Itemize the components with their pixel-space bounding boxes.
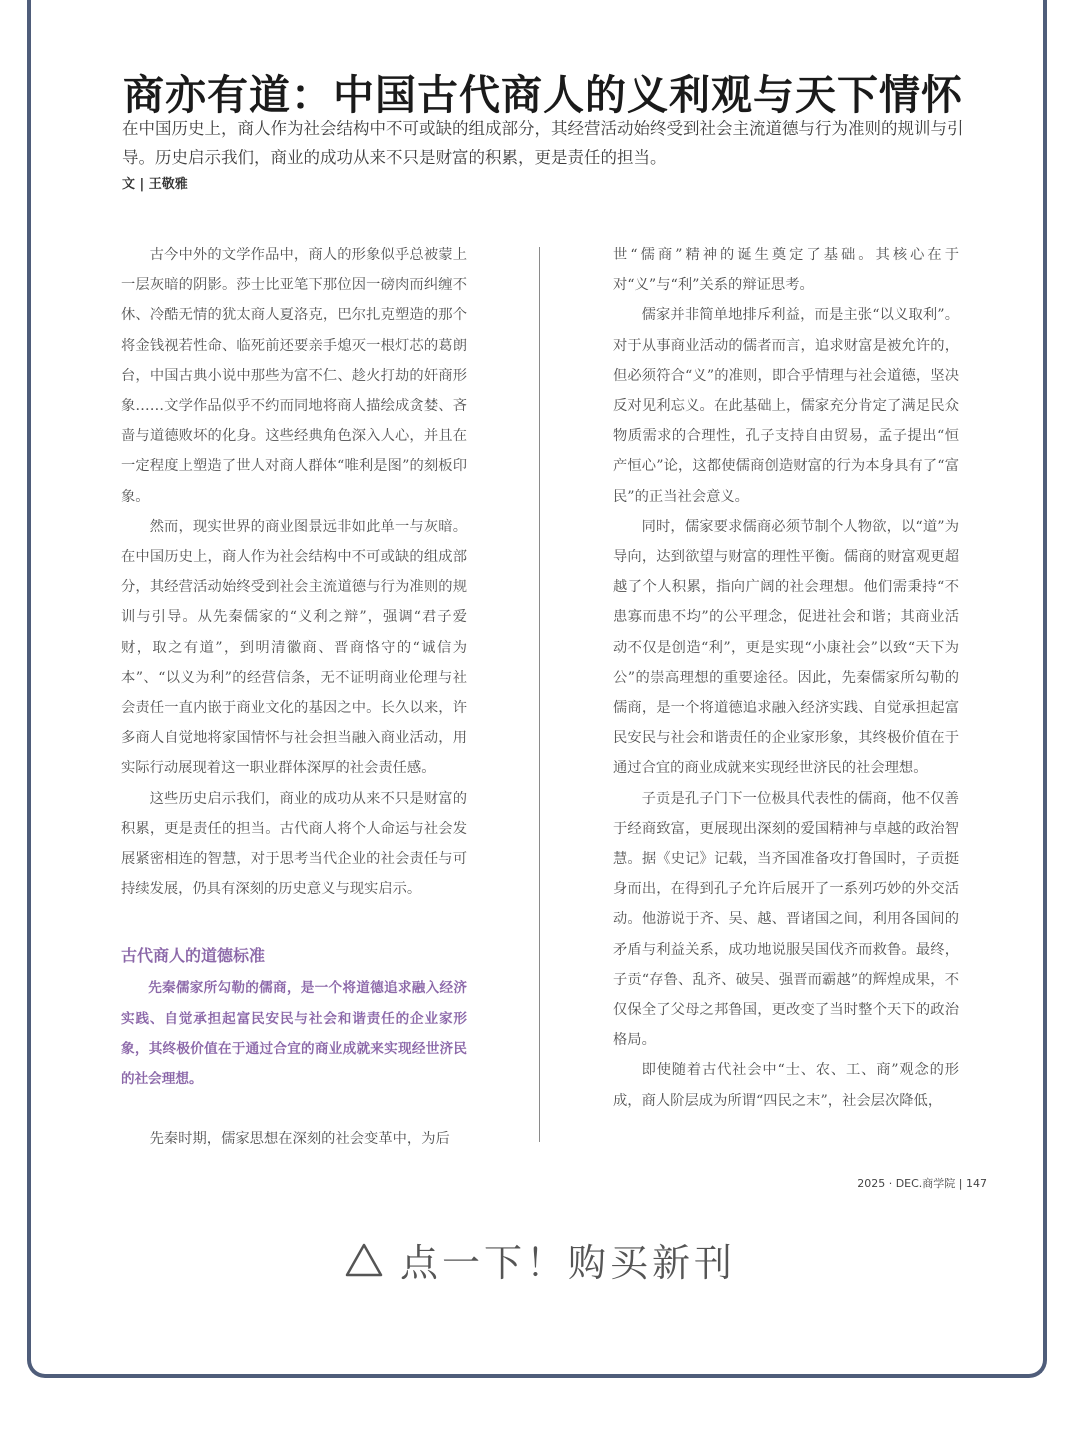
page-folio: 2025 · DEC.商学院 | 147 bbox=[857, 1177, 987, 1190]
body-paragraph: 然而，现实世界的商业图景远非如此单一与灰暗。在中国历史上，商人作为社会结构中不可或缺的组成部分，其经营活动始终受到社会主流道德与行为准则的规训与引导。从先秦儒家的“义利之辩”，强调“君子爱财，取之有道”，到明清徽商、晋商恪守的“诚信为本”、“以义为利”的经营信条，无不证明商业伦理与社会责任一直内嵌于商业文化的基因之中。长久以来，许多商人自觉地将家国情怀与社会担当融入商业活动，用实际行动展现着这一职业群体深厚的社会责任感。 bbox=[121, 518, 467, 777]
body-paragraph: 这些历史启示我们，商业的成功从来不只是财富的积累，更是责任的担当。古代商人将个人命运与社会发展紧密相连的智慧，对于思考当代企业的社会责任与可持续发展，仍具有深刻的历史意义与现实启示。 bbox=[121, 790, 467, 898]
buy-new-issue-label: 点一下！购买新刊 bbox=[399, 1241, 736, 1285]
pull-quote: 先秦儒家所勾勒的儒商，是一个将道德追求融入经济实践、自觉承担起富民安民与社会和谐责任的企业家形象，其终极价值在于通过合宜的商业成就来实现经世济民的社会理想。 bbox=[121, 980, 467, 1088]
left-column bbox=[121, 240, 467, 1154]
article-lede: 在中国历史上，商人作为社会结构中不可或缺的组成部分，其经营活动始终受到社会主流道德与行为准则的规训与引导。历史启示我们，商业的成功从来不只是财富的积累，更是责任的担当。 bbox=[122, 119, 964, 167]
article-byline: 文 | 王敬雅 bbox=[122, 177, 188, 192]
section-heading: 古代商人的道德标准 bbox=[121, 946, 266, 966]
body-paragraph: 先秦时期，儒家思想在深刻的社会变革中，为后 bbox=[149, 1131, 450, 1148]
body-paragraph: 古今中外的文学作品中，商人的形象似乎总被蒙上一层灰暗的阴影。莎士比亚笔下那位因一磅肉而纠缠不休、冷酷无情的犹太商人夏洛克，巴尔扎克塑造的那个将金钱视若性命、临死前还要亲手熄灭一根灯芯的葛朗台，中国古典小说中那些为富不仁、趁火打劫的奸商形象……文学作品似乎不约而同地将商人描绘成贪婪、吝啬与道德败坏的化身。这些经典角色深入人心，并且在一定程度上塑造了世人对商人群体“唯利是图”的刻板印象。 bbox=[121, 247, 467, 505]
body-paragraph: 子贡是孔子门下一位极具代表性的儒商，他不仅善于经商致富，更展现出深刻的爱国精神与卓越的政治智慧。据《史记》记载，当齐国准备攻打鲁国时，子贡挺身而出，在得到孔子允许后展开了一系列巧妙的外交活动。他游说于齐、吴、越、晋诸国之间，利用各国间的矛盾与利益关系，成功地说服吴国伐齐而救鲁。最终，子贡“存鲁、乱齐、破吴、强晋而霸越”的辉煌成果，不仅保全了父母之邦鲁国，更改变了当时整个天下的政治格局。 bbox=[613, 790, 959, 1049]
body-paragraph: 同时，儒家要求儒商必须节制个人物欲，以“道”为导向，达到欲望与财富的理性平衡。儒商的财富观更超越了个人积累，指向广阔的社会理想。他们需秉持“不患寡而患不均”的公平理念，促进社会和谐；其商业活动不仅是创造“利”，更是实现“小康社会”以致“天下为公”的崇高理想的重要途径。因此，先秦儒家所勾勒的儒商，是一个将道德追求融入经济实践、自觉承担起富民安民与社会和谐责任的企业家形象，其终极价值在于通过合宜的商业成就来实现经世济民的社会理想。 bbox=[613, 518, 959, 777]
body-paragraph: 儒家并非简单地排斥利益，而是主张“以义取利”。对于从事商业活动的儒者而言，追求财富是被允许的，但必须符合“义”的准则，即合乎情理与社会道德，坚决反对见利忘义。在此基础上，儒家充分肯定了满足民众物质需求的合理性，孔子支持自由贸易，孟子提出“恒产恒心”论，这都使儒商创造财富的行为本身具有了“富民”的正当社会意义。 bbox=[613, 307, 959, 505]
triangle-outline-icon bbox=[344, 1242, 384, 1278]
body-paragraph-continued: 世“儒商”精神的诞生奠定了基础。其核心在于对“义”与“利”关系的辩证思考。 bbox=[613, 247, 959, 294]
right-column bbox=[613, 240, 959, 1116]
column-divider bbox=[539, 247, 540, 1142]
body-paragraph: 即使随着古代社会中“士、农、工、商”观念的形成，商人阶层成为所谓“四民之末”，社会层次降低， bbox=[613, 1062, 959, 1109]
buy-new-issue-button[interactable] bbox=[0, 1232, 1080, 1287]
article-title: 商亦有道：中国古代商人的义利观与天下情怀 bbox=[123, 71, 963, 119]
